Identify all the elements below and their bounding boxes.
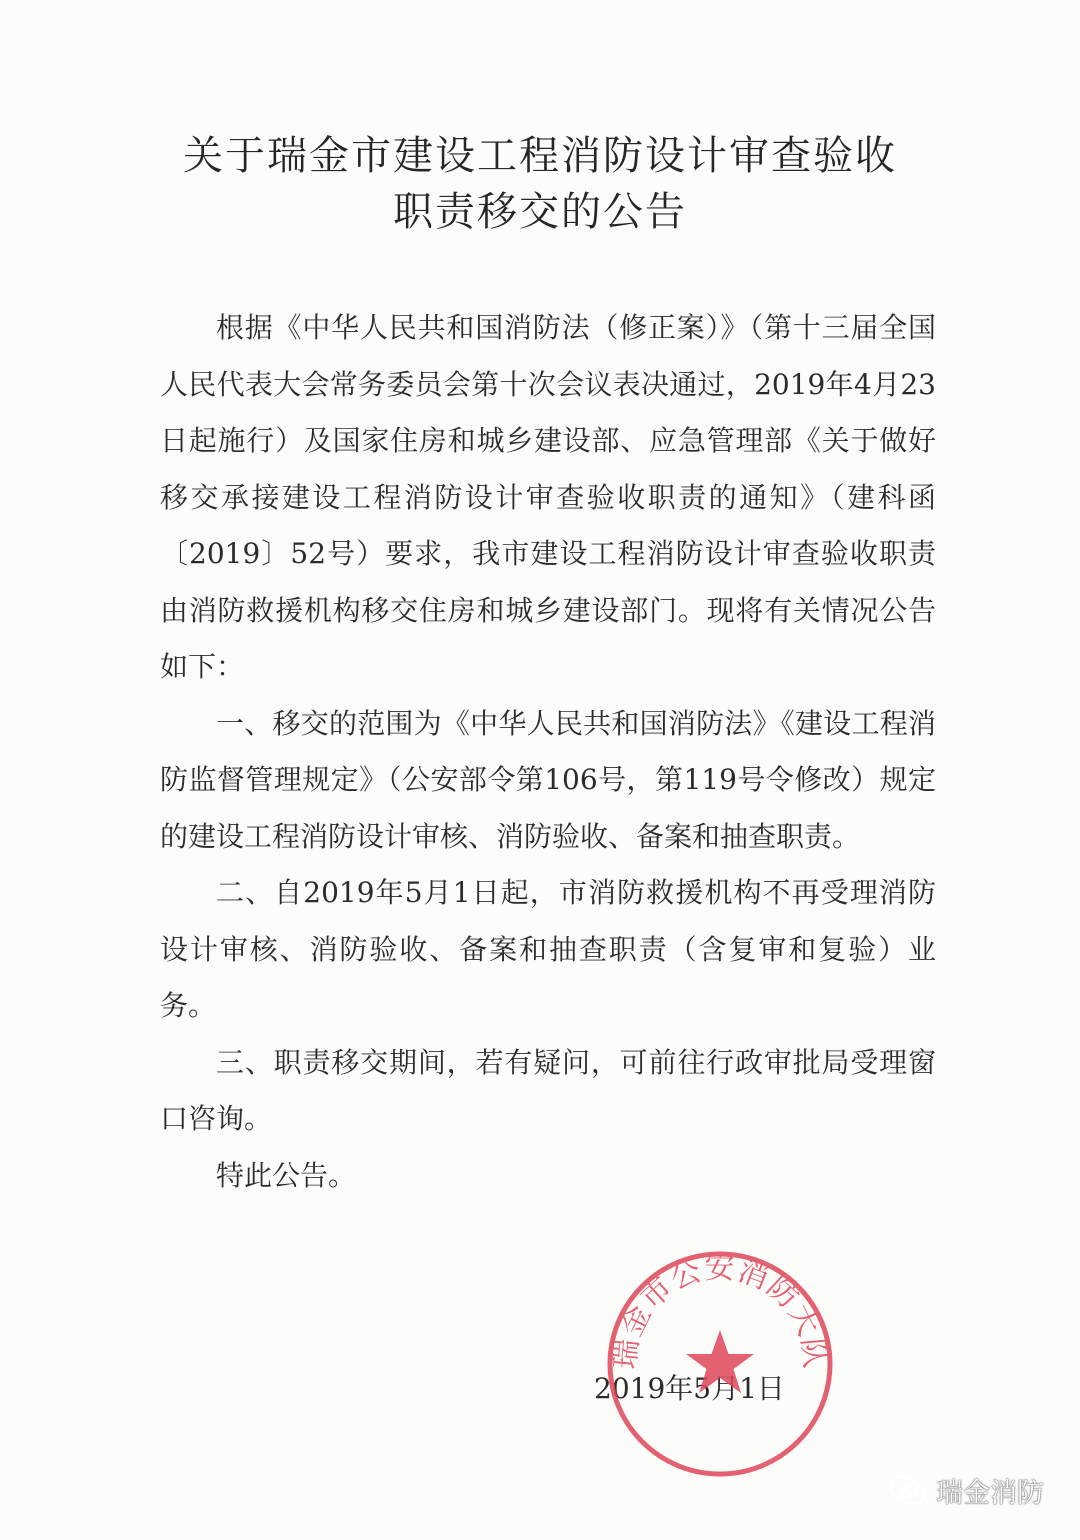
watermark-text: 瑞金消防 (936, 1478, 1044, 1509)
official-seal-icon (604, 1248, 836, 1480)
document-title-line2: 职责移交的公告 (393, 189, 687, 235)
document-title-line1: 关于瑞金市建设工程消防设计审查验收 (183, 133, 897, 179)
paragraph-closing: 特此公告。 (216, 1158, 357, 1192)
watermark-badge (888, 1471, 1044, 1510)
paragraph-intro: 根据《中华人民共和国消防法（修正案）》（第十三届全国人民代表大会常务委员会第十次会议表决通过，2019年4月23日起施行）及国家住房和城乡建设部、应急管理部《关于做好移交承接建设工程消防设计审查验收职责的通知》（建科函〔2019〕52号）要求，我市建设工程消防设计审查验收职责由消防救援机构移交住房和城乡建设部门。现将有关情况公告如下： (160, 311, 936, 683)
wechat-icon (888, 1474, 928, 1508)
paragraph-item-2: 二、自2019年5月1日起，市消防救援机构不再受理消防设计审核、消防验收、备案和抽查职责（含复审和复验）业务。 (160, 876, 936, 1022)
paragraph-item-1: 一、移交的范围为《中华人民共和国消防法》《建设工程消防监督管理规定》（公安部令第106号，第119号令修改）规定的建设工程消防设计审核、消防验收、备案和抽查职责。 (160, 706, 936, 853)
star-icon (686, 1330, 754, 1393)
document-body (160, 300, 936, 1204)
paragraph-item-3: 三、职责移交期间，若有疑问，可前往行政审批局受理窗口咨询。 (160, 1045, 936, 1135)
seal-text: 瑞金市公安消防大队 (608, 1251, 832, 1371)
document-date: 2019年5月1日 (594, 1372, 785, 1405)
